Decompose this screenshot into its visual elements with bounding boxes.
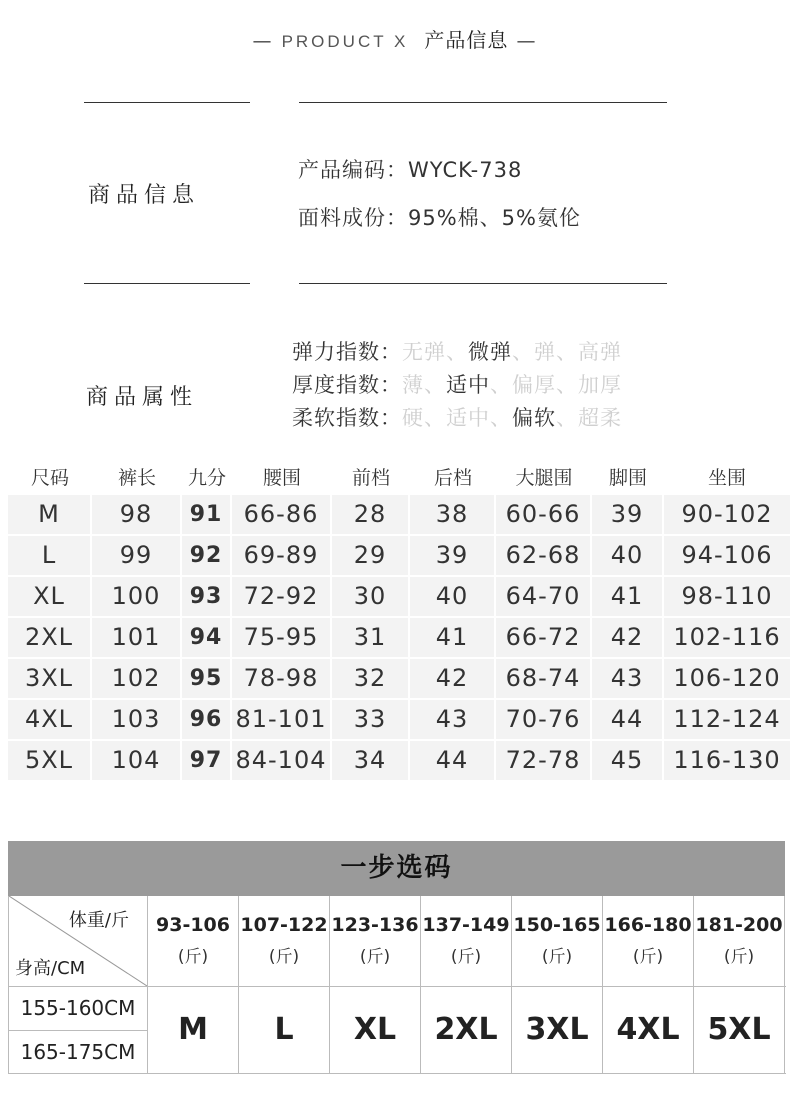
recommended-size: 5XL	[694, 987, 785, 1073]
size-cell: 32	[332, 659, 410, 698]
size-cell: 100	[92, 577, 182, 616]
weight-range-cell	[239, 896, 330, 986]
size-cell: 41	[592, 577, 664, 616]
size-cell: 42	[592, 618, 664, 657]
attributes-title: 商品属性	[86, 385, 199, 410]
attribute-separator: 、	[512, 340, 534, 364]
attribute-option: 超柔	[578, 406, 622, 430]
size-column-header: 九分	[187, 466, 226, 489]
size-cell: 44	[592, 700, 664, 739]
size-cell: 94	[182, 618, 232, 657]
height-range: 165-175CM	[20, 1039, 136, 1064]
size-cell: 34	[332, 741, 410, 780]
size-table-row	[8, 741, 790, 780]
size-cell: 94-106	[681, 541, 773, 569]
recommended-size: 4XL	[603, 987, 694, 1073]
recommended-size: M	[148, 987, 239, 1073]
attribute-label: 厚度指数：	[292, 373, 402, 397]
fabric-composition: 面料成份：95%棉、5%氨伦	[298, 206, 581, 230]
divider	[84, 283, 250, 284]
size-column-header: 腰围	[262, 466, 301, 489]
size-table-row	[8, 577, 790, 616]
attribute-separator: 、	[556, 373, 578, 397]
product-code: 产品编码：WYCK-738	[298, 158, 523, 182]
header-english: PRODUCT X	[281, 32, 409, 51]
size-cell: 92	[182, 536, 232, 575]
size-cell: 42	[410, 659, 496, 698]
divider	[299, 283, 667, 284]
weight-range-cell	[603, 896, 694, 986]
recommended-size: 3XL	[512, 987, 603, 1073]
size-cell: 43	[410, 700, 496, 739]
attribute-option: 适中	[446, 406, 490, 430]
header-dash-right: —	[516, 30, 538, 52]
size-cell: 69-89	[232, 536, 332, 575]
quick-select-grid	[8, 896, 786, 1074]
size-cell: 62-68	[496, 536, 592, 575]
size-cell: 41	[410, 618, 496, 657]
size-cell: 64-70	[496, 577, 592, 616]
attribute-option: 薄	[402, 373, 424, 397]
size-cell: 72-92	[232, 577, 332, 616]
size-cell: 101	[92, 618, 182, 657]
attribute-label: 柔软指数：	[292, 406, 402, 430]
size-cell: 2XL	[8, 618, 92, 657]
size-table-header	[8, 457, 790, 495]
attribute-separator: 、	[490, 406, 512, 430]
height-range: 155-160CM	[9, 987, 147, 1031]
size-column-header: 脚围	[608, 466, 647, 489]
size-cell: 33	[332, 700, 410, 739]
size-cell: 104	[92, 741, 182, 780]
size-cell: 70-76	[496, 700, 592, 739]
size-cell: 29	[332, 536, 410, 575]
size-cell: 45	[592, 741, 664, 780]
weight-range-cell	[421, 896, 512, 986]
attribute-option: 弹	[534, 340, 556, 364]
quick-select-body	[9, 987, 786, 1074]
size-cell: 68-74	[496, 659, 592, 698]
size-cell: 116-130	[673, 746, 781, 774]
size-cell: 112-124	[673, 705, 781, 733]
attribute-option-selected: 适中	[446, 373, 490, 397]
weight-range: 166-180	[604, 914, 692, 936]
attribute-option: 硬	[402, 406, 424, 430]
size-cell: 102-116	[673, 623, 781, 651]
size-cell: 95	[182, 659, 232, 698]
size-column-header: 裤长	[117, 466, 156, 489]
size-cell: 106-120	[673, 664, 781, 692]
weight-range-cell	[512, 896, 603, 986]
size-column-header: 尺码	[30, 466, 69, 489]
divider	[84, 102, 250, 103]
size-cell: 4XL	[8, 700, 92, 739]
size-cell: L	[8, 536, 92, 575]
attribute-option-selected: 偏软	[512, 406, 556, 430]
weight-range-cell	[148, 896, 239, 986]
quick-select-title: 一步选码	[8, 841, 785, 896]
size-cell: 75-95	[232, 618, 332, 657]
header-chinese: 产品信息	[424, 28, 509, 52]
size-column-header: 大腿围	[515, 466, 573, 489]
size-cell: 78-98	[232, 659, 332, 698]
weight-unit: (斤)	[268, 947, 300, 967]
size-cell: 60-66	[496, 495, 592, 534]
attribute-option: 高弹	[578, 340, 622, 364]
size-cell: 97	[182, 741, 232, 780]
product-info-title: 商品信息	[88, 183, 201, 208]
size-cell: 30	[332, 577, 410, 616]
corner-weight-label: 体重/斤	[68, 910, 129, 931]
weight-unit: (斤)	[632, 947, 664, 967]
size-cell: 66-86	[232, 495, 332, 534]
attribute-option-selected: 微弹	[468, 340, 512, 364]
weight-range-cell	[694, 896, 785, 986]
size-cell: 103	[92, 700, 182, 739]
attribute-option: 加厚	[578, 373, 622, 397]
size-cell: 91	[182, 495, 232, 534]
size-cell: 44	[410, 741, 496, 780]
size-cell: 72-78	[496, 741, 592, 780]
size-cell: 93	[182, 577, 232, 616]
weight-range: 181-200	[695, 914, 783, 936]
size-cell: 40	[410, 577, 496, 616]
weight-unit: (斤)	[359, 947, 391, 967]
size-column-header: 坐围	[707, 466, 746, 489]
size-cell: 90-102	[681, 500, 773, 528]
size-cell: 39	[410, 536, 496, 575]
attribute-row	[292, 336, 622, 366]
size-cell: 38	[410, 495, 496, 534]
recommended-size: XL	[330, 987, 421, 1073]
size-cell: 43	[592, 659, 664, 698]
size-cell: 96	[182, 700, 232, 739]
attribute-row	[292, 369, 622, 399]
size-table-row	[8, 618, 790, 657]
size-cell: 39	[592, 495, 664, 534]
divider	[299, 102, 667, 103]
height-column	[9, 987, 148, 1073]
size-cell: 66-72	[496, 618, 592, 657]
weight-unit: (斤)	[450, 947, 482, 967]
size-table-row	[8, 536, 790, 575]
size-column-header: 后档	[433, 466, 472, 489]
header-dash-left: —	[252, 30, 274, 52]
corner-height-label: 身高/CM	[15, 958, 86, 979]
quick-select-corner	[9, 896, 148, 986]
size-cell: 81-101	[232, 700, 332, 739]
size-cell: 99	[92, 536, 182, 575]
weight-range-cell	[330, 896, 421, 986]
quick-select-header	[9, 896, 786, 987]
size-table-row	[8, 495, 790, 534]
size-cell: 98	[92, 495, 182, 534]
section-header	[0, 24, 790, 53]
size-cell: 102	[92, 659, 182, 698]
weight-range: 107-122	[240, 914, 328, 936]
attribute-option: 无弹	[402, 340, 446, 364]
attribute-separator: 、	[424, 406, 446, 430]
size-cell: M	[8, 495, 92, 534]
size-cell: 5XL	[8, 741, 92, 780]
size-table-row	[8, 700, 790, 739]
size-cell: 84-104	[232, 741, 332, 780]
attribute-separator: 、	[556, 406, 578, 430]
size-table-row	[8, 659, 790, 698]
size-cell: 98-110	[681, 582, 773, 610]
attribute-separator: 、	[446, 340, 468, 364]
size-cell: XL	[8, 577, 92, 616]
recommended-size: 2XL	[421, 987, 512, 1073]
weight-range: 137-149	[422, 914, 510, 936]
attribute-row	[292, 402, 622, 432]
size-table-body	[8, 495, 790, 780]
weight-range: 123-136	[331, 914, 419, 936]
weight-range: 93-106	[156, 914, 230, 936]
weight-unit: (斤)	[541, 947, 573, 967]
size-cell: 28	[332, 495, 410, 534]
attribute-separator: 、	[490, 373, 512, 397]
size-cell: 31	[332, 618, 410, 657]
attribute-separator: 、	[424, 373, 446, 397]
attribute-label: 弹力指数：	[292, 340, 402, 364]
recommended-size: L	[239, 987, 330, 1073]
attribute-option: 偏厚	[512, 373, 556, 397]
size-column-header: 前档	[351, 466, 390, 489]
attribute-separator: 、	[556, 340, 578, 364]
weight-unit: (斤)	[177, 947, 209, 967]
size-cell: 3XL	[8, 659, 92, 698]
weight-unit: (斤)	[723, 947, 755, 967]
weight-range: 150-165	[513, 914, 601, 936]
size-cell: 40	[592, 536, 664, 575]
size-table	[8, 457, 790, 782]
